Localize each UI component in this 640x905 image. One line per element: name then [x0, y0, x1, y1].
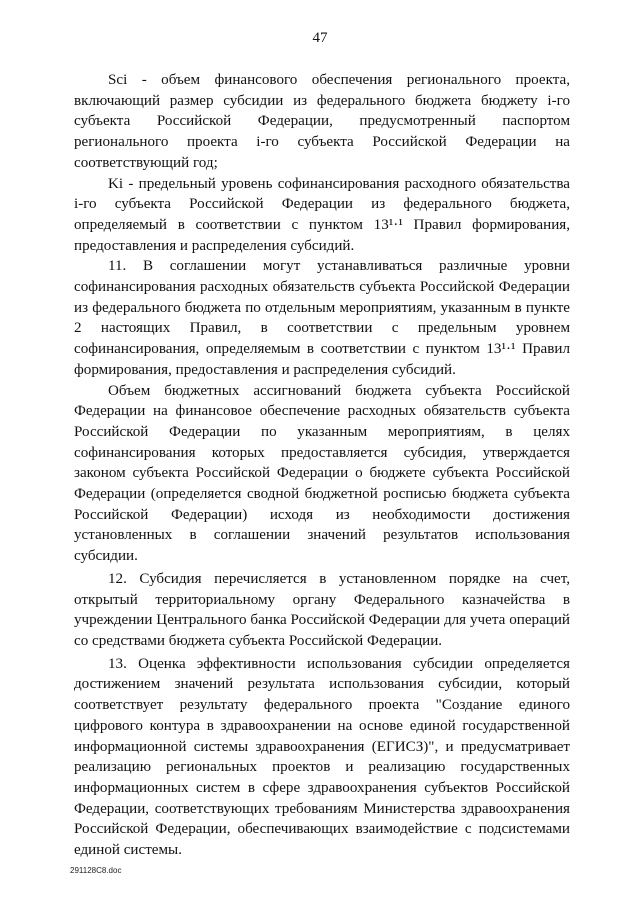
page-number: 47 — [312, 30, 328, 46]
document-body — [74, 70, 570, 861]
paragraph-budget-allocation: Объем бюджетных ассигнований бюджета субъекта Российской Федерации на финансовое обеспечение расходных обязательств субъекта Российской Федерации по указанным мероприятиям, в целях софинансирования которых предоставляется субсидия, утверждается законом субъекта Российской Федерации о бюджете субъекта Российской Федерации (определяется сводной бюджетной росписью бюджета субъекта Российской Федерации) исходя из необходимости достижения установленных в соглашении значений результатов использования субсидии. — [74, 382, 570, 565]
paragraph-clause-13: 13. Оценка эффективности использования субсидии определяется достижением значений результата использования субсидии, который соответствует результату федерального проекта "Создание единого цифрового контура в здравоохранении на основе единой государственной информационной системы здравоохранения (ЕГИСЗ)", и предусматривает реализацию региональных проектов и реализацию государственных информационных систем в сфере здравоохранения субъектов Российской Федерации, соответствующих требованиям Министерства здравоохранения Российской Федерации, обеспечивающих взаимодействие с подсистемами единой системы. — [74, 655, 570, 859]
paragraph-clause-12: 12. Субсидия перечисляется в установленном порядке на счет, открытый территориальному органу Федерального казначейства в учреждении Центрального банка Российской Федерации для учета операций со средствами бюджета субъекта Российской Федерации. — [74, 570, 570, 649]
paragraph-sci-definition: Sci - объем финансового обеспечения регионального проекта, включающий размер субсидии из федерального бюджета бюджету i-го субъекта Российской Федерации, предусмотренный паспортом регионального проекта i-го субъекта Российской Федерации на соответствующий год; — [74, 72, 570, 171]
document-footer-code: 291128C8.doc — [70, 866, 122, 875]
paragraph-clause-11: 11. В соглашении могут устанавливаться различные уровни софинансирования расходных обязательств субъекта Российской Федерации из федерального бюджета по отдельным мероприятиям, указанным в пункте 2 настоящих Правил, в соответствии с предельным уровнем софинансирования, определяемым в соответствии с пунктом 13¹·¹ Правил формирования, предоставления и распределения субсидий. — [74, 258, 570, 378]
paragraph-ki-definition: Ki - предельный уровень софинансирования расходного обязательства i-го субъекта Российской Федерации из федерального бюджета, определяемый в соответствии с пунктом 13¹·¹ Правил формирования, предоставления и распределения субсидий. — [74, 175, 570, 254]
